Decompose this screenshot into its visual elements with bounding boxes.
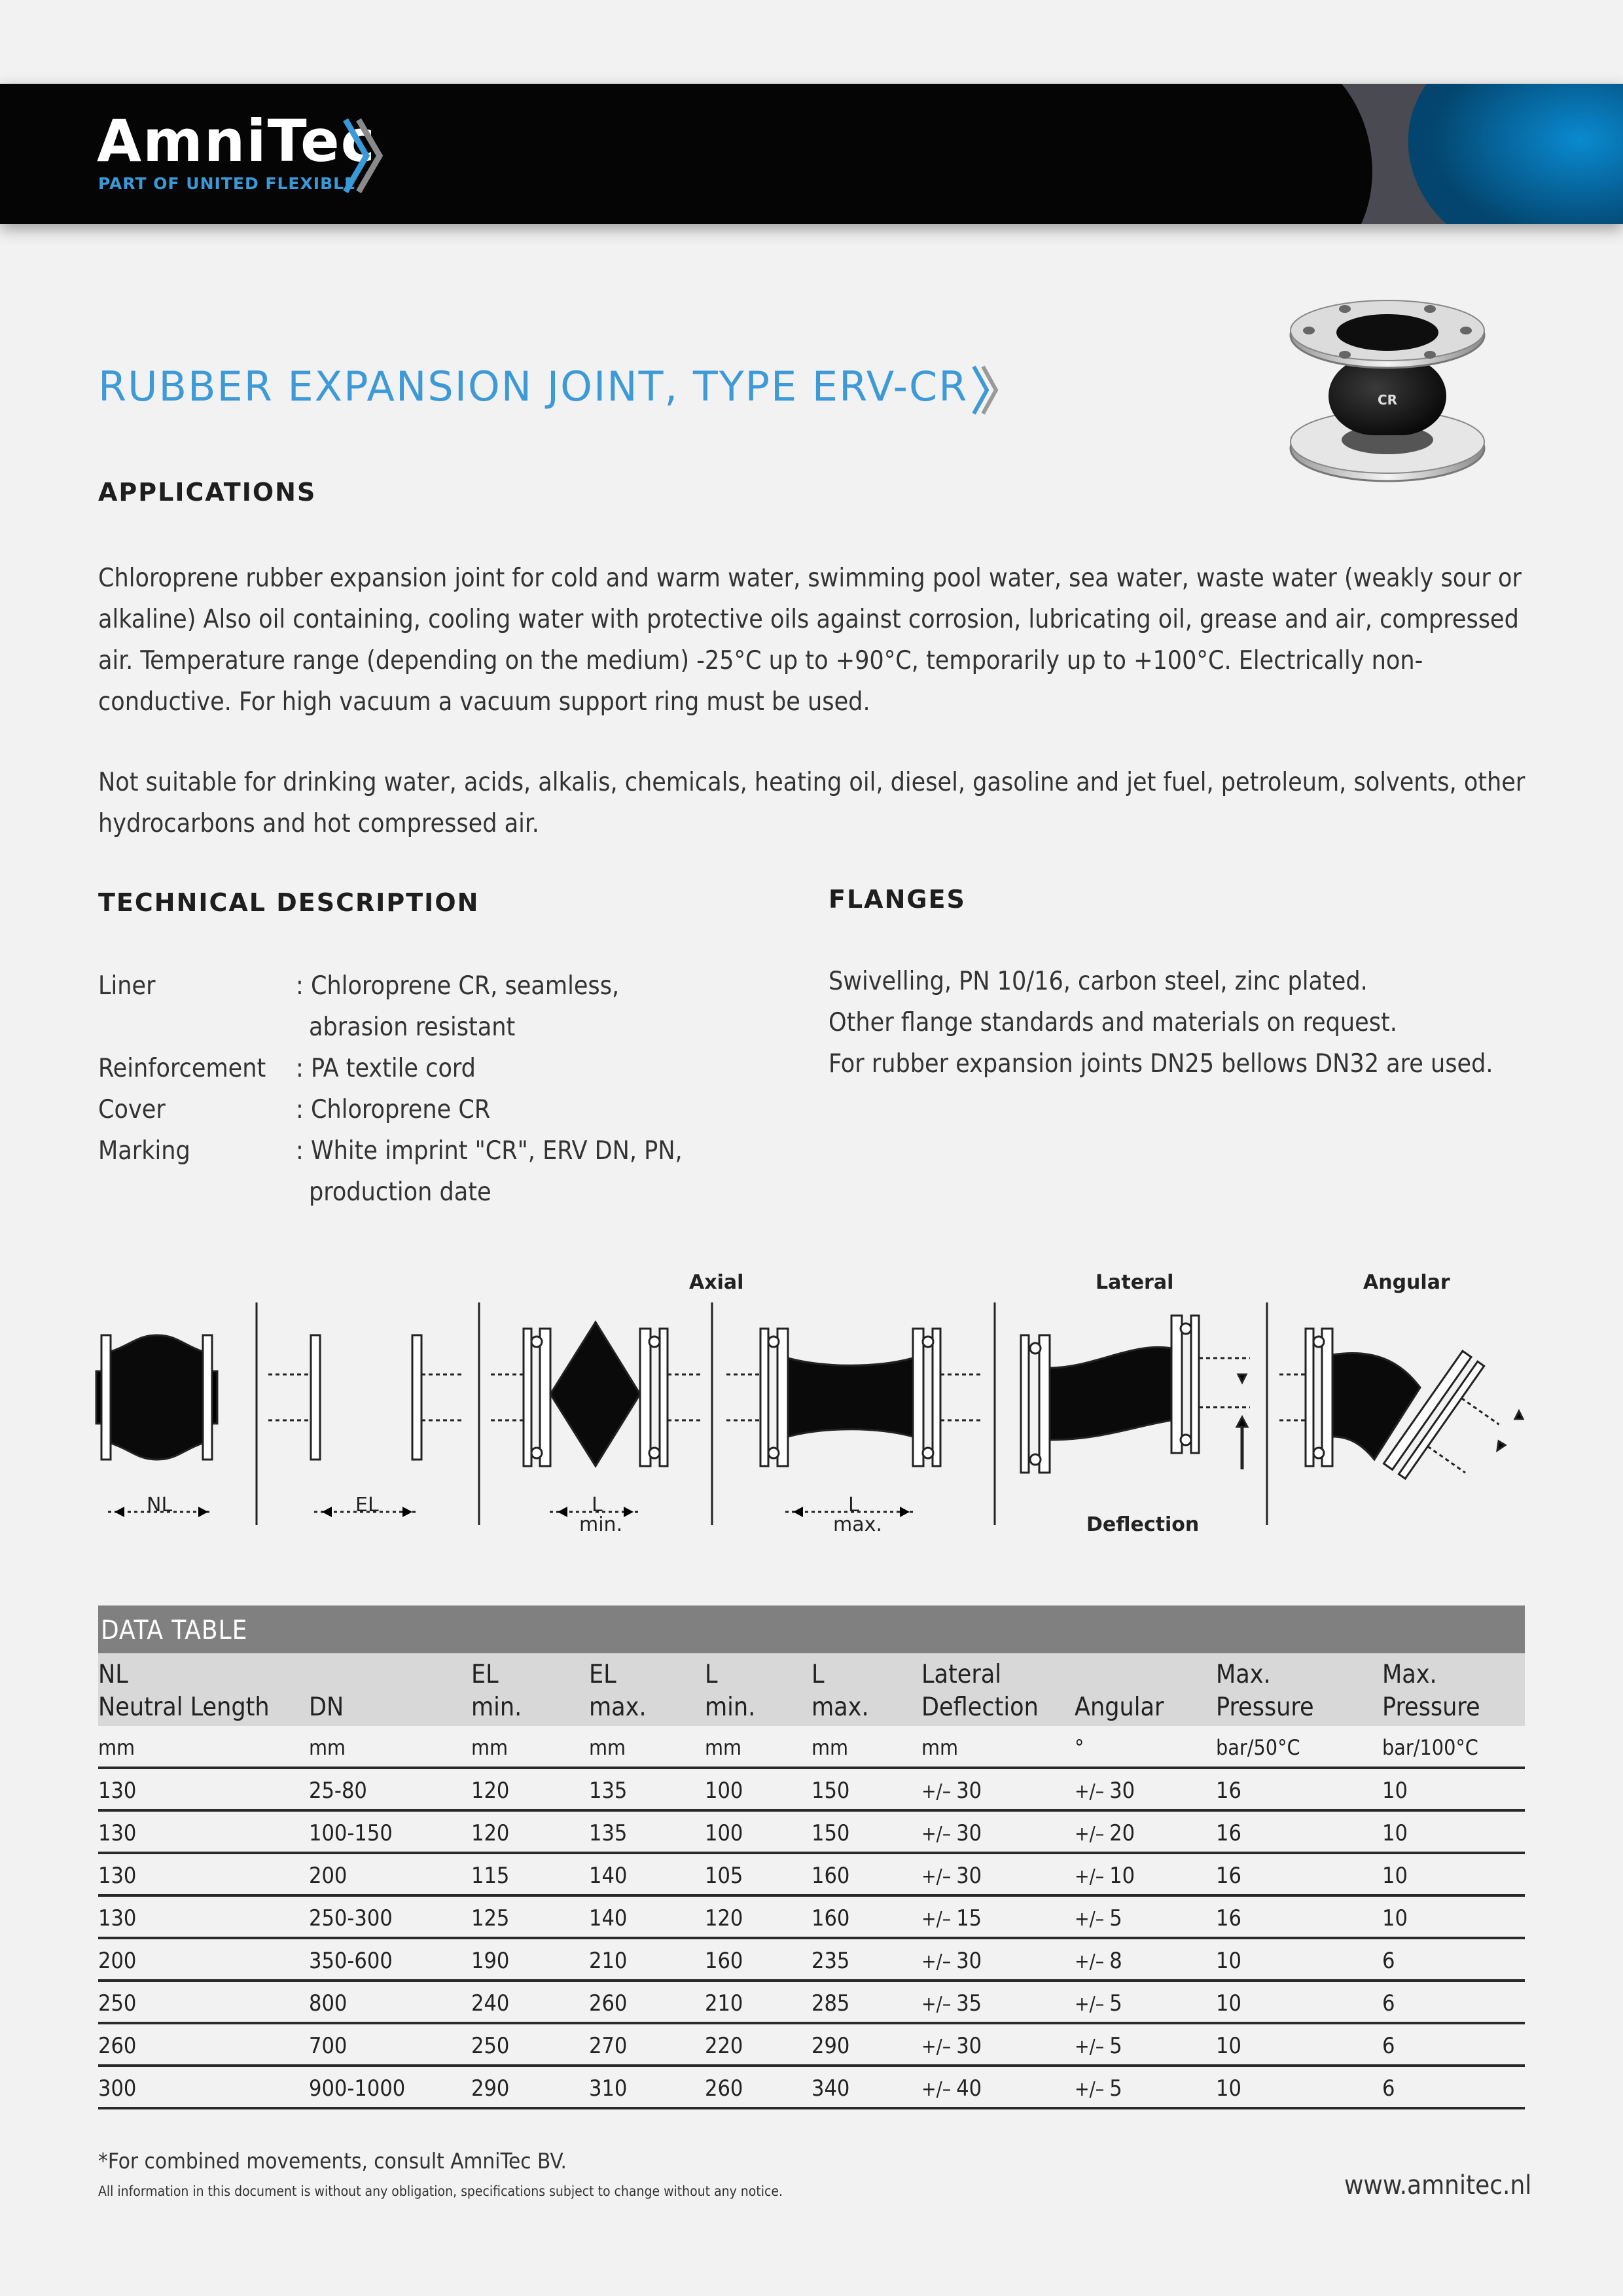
logo-tagline: PART OF UNITED FLEXIBLE [98,174,357,193]
table-cell [921,1820,982,1846]
plus-minus-symbol: +/– [921,1823,952,1846]
table-cell: 10 [1216,1990,1241,2017]
table-header [98,1653,1525,1726]
table-cell: 350-600 [309,1948,393,1974]
diagram-drawings [92,1296,1531,1571]
table-cell: 130 [98,1863,137,1889]
title-chevron-icon [970,364,1003,416]
unit-cell: bar/50°C [1216,1735,1300,1760]
unit-cell: mm [921,1735,959,1760]
label-nl: NL [147,1494,173,1516]
table-row [98,2067,1525,2109]
table-cell [921,1948,982,1974]
header-line-1: Max. [1216,1660,1271,1689]
page-title: RUBBER EXPANSION JOINT, TYPE ERV-CR [98,363,969,410]
plus-minus-symbol: +/– [1075,1908,1105,1931]
table-cell [1075,1905,1122,1931]
label-deflection: Deflection [1086,1513,1200,1536]
header-line-1: L [705,1660,718,1689]
table-cell: 6 [1382,1990,1395,2017]
table-cell: 10 [1382,1820,1408,1846]
footer-disclaimer: All information in this document is without any obligation, specifications subject to change without any notice. [98,2183,783,2199]
table-cell: 210 [589,1948,628,1974]
logo-chevron-icon [340,117,386,195]
table-cell [1075,1778,1135,1804]
unit-cell: ° [1075,1735,1084,1760]
website-link[interactable]: www.amnitec.nl [1344,2170,1532,2200]
footer-note: *For combined movements, consult AmniTec BV. [98,2148,567,2174]
unit-cell: mm [309,1735,346,1760]
table-cell: 16 [1216,1863,1241,1889]
table-row [98,1897,1525,1939]
header-line-1 [309,1659,344,1691]
table-cell [921,1905,982,1931]
table-cell: 160 [812,1863,850,1889]
table-cell: 250 [98,1990,137,2017]
table-row [98,1854,1525,1897]
table-cell: 900-1000 [309,2075,406,2102]
table-header-cell [98,1659,270,1724]
table-cell [921,1778,982,1804]
marking-value-cont: production date [309,1177,491,1207]
table-units-row [98,1726,1525,1769]
table-cell [1075,1948,1122,1974]
label-l-max: L [848,1494,859,1516]
cell-value: 30 [1109,1778,1135,1804]
plus-minus-symbol: +/– [921,1780,952,1803]
table-cell: 120 [471,1778,510,1804]
header-line-1: Lateral [921,1660,1002,1689]
table-cell: 100-150 [309,1820,393,1846]
applications-paragraph-2: Not suitable for drinking water, acids, alkalis, chemicals, heating oil, diesel, gasoline and jet fuel, petroleum, solvents, other hydrocarbons and hot compressed air. [98,768,1525,838]
cover-value: : Chloroprene CR [296,1095,491,1124]
table-cell: 100 [705,1820,743,1846]
table-row [98,1939,1525,1982]
plus-minus-symbol: +/– [1075,1823,1105,1846]
header-line-1: EL [589,1660,616,1689]
table-cell: 260 [705,2075,743,2102]
table-cell: 140 [589,1905,628,1931]
table-cell: 100 [705,1778,743,1804]
flanges-line-1: Swivelling, PN 10/16, carbon steel, zinc plated. [829,967,1368,996]
cell-value: 5 [1109,1990,1122,2017]
applications-heading: APPLICATIONS [98,478,317,507]
cell-value: 30 [956,1863,982,1889]
table-cell: 260 [589,1990,628,2017]
table-cell [921,2033,982,2059]
applications-paragraph-1: Chloroprene rubber expansion joint for cold and warm water, swimming pool water, sea water, waste water (weakly sour or alkaline) Also oil containing, cooling water with protective oils against corrosion, lubricating oil, grease and air, compressed air. Temperature range (depending on the medium) -25°C up to +90°C, temporarily up to +100°C. Electrically non-conductive. For high vacuum a vacuum support ring must be used. [98,564,1522,717]
header-line-2: min. [705,1693,756,1722]
table-cell [1075,1863,1135,1889]
liner-label: Liner [98,971,156,1001]
cover-label: Cover [98,1095,166,1124]
flanges-line-2: Other flange standards and materials on request. [829,1008,1397,1037]
table-cell: 700 [309,2033,348,2059]
table-cell [1075,1820,1135,1846]
plus-minus-symbol: +/– [1075,1993,1105,2016]
table-cell: 250-300 [309,1905,393,1931]
cell-value: 5 [1109,2033,1122,2059]
table-cell: 235 [812,1948,850,1974]
table-row [98,1769,1525,1812]
cell-value: 30 [956,1948,982,1974]
flanges-heading: FLANGES [829,885,966,914]
table-cell: 10 [1216,1948,1241,1974]
table-cell: 270 [589,2033,628,2059]
table-cell: 16 [1216,1778,1241,1804]
plus-minus-symbol: +/– [1075,1865,1105,1888]
header-line-1: EL [471,1660,499,1689]
table-cell: 240 [471,1990,510,2017]
cell-value: 40 [956,2075,982,2102]
table-header-cell [1216,1659,1314,1724]
header-line-1: NL [98,1660,128,1689]
header-line-1: Max. [1382,1660,1437,1689]
header-line-2: Angular [1075,1693,1164,1722]
plus-minus-symbol: +/– [1075,1780,1105,1803]
table-cell: 115 [471,1863,510,1889]
table-cell: 160 [705,1948,743,1974]
label-lateral: Lateral [1096,1271,1174,1294]
table-body [98,1769,1525,2109]
plus-minus-symbol: +/– [921,2036,952,2058]
table-cell: 16 [1216,1905,1241,1931]
header-line-2: Pressure [1216,1693,1314,1722]
cell-value: 30 [956,2033,982,2059]
plus-minus-symbol: +/– [921,1865,952,1888]
unit-cell: mm [98,1735,135,1760]
plus-minus-symbol: +/– [921,2078,952,2101]
table-title: DATA TABLE [98,1605,1525,1653]
table-cell: 10 [1382,1778,1408,1804]
flanges-text [829,961,1493,1085]
table-header-cell [812,1659,869,1724]
table-cell: 290 [471,2075,510,2102]
reinforcement-value: : PA textile cord [296,1054,476,1083]
table-cell: 150 [812,1778,850,1804]
table-cell: 135 [589,1820,628,1846]
table-cell: 190 [471,1948,510,1974]
table-header-cell [921,1659,1039,1724]
table-cell: 340 [812,2075,850,2102]
table-cell: 10 [1216,2075,1241,2102]
plus-minus-symbol: +/– [1075,2036,1105,2058]
table-cell: 6 [1382,2075,1395,2102]
table-cell: 25-80 [309,1778,367,1804]
table-header-cell [471,1659,522,1724]
cell-value: 30 [956,1778,982,1804]
unit-cell: mm [705,1735,742,1760]
table-cell: 130 [98,1778,137,1804]
technical-heading: TECHNICAL DESCRIPTION [98,888,480,917]
label-el: EL [355,1494,379,1516]
header-line-2: max. [812,1693,869,1722]
table-header-cell [1075,1659,1164,1724]
table-cell: 130 [98,1820,137,1846]
table-cell: 160 [812,1905,850,1931]
table-cell [921,1990,982,2017]
cell-value: 10 [1109,1863,1135,1889]
label-l-max-sub: max. [833,1513,882,1536]
table-cell [921,1863,982,1889]
table-header-cell [589,1659,647,1724]
liner-value-cont: abrasion resistant [309,1013,516,1042]
table-cell: 125 [471,1905,510,1931]
header-line-2: max. [589,1693,647,1722]
unit-cell: mm [589,1735,626,1760]
header-line-2: Pressure [1382,1693,1480,1722]
table-cell: 250 [471,2033,510,2059]
liner-value: : Chloroprene CR, seamless, [296,971,620,1001]
table-cell: 300 [98,2075,137,2102]
product-photo [1283,295,1492,491]
table-cell: 10 [1216,2033,1241,2059]
cr-imprint: CR [1377,392,1398,408]
header-line-1: L [812,1660,825,1689]
table-cell: 310 [589,2075,628,2102]
label-l-min: L [592,1494,603,1516]
header-line-2: DN [309,1693,344,1722]
table-cell: 6 [1382,1948,1395,1974]
table-cell: 105 [705,1863,743,1889]
table-cell: 120 [705,1905,743,1931]
plus-minus-symbol: +/– [921,1950,952,1973]
label-axial: Axial [689,1271,744,1294]
cell-value: 35 [956,1990,982,2017]
table-header-cell [309,1659,344,1724]
table-cell: 200 [309,1863,348,1889]
table-cell: 140 [589,1863,628,1889]
table-cell: 6 [1382,2033,1395,2059]
label-angular: Angular [1363,1271,1450,1294]
marking-label: Marking [98,1136,190,1166]
table-cell: 210 [705,1990,743,2017]
logo-wordmark: AmniTec [97,107,376,175]
plus-minus-symbol: +/– [921,1993,952,2016]
data-table [98,1605,1525,2109]
table-cell: 130 [98,1905,137,1931]
header-line-1 [1075,1659,1164,1691]
table-cell: 10 [1382,1863,1408,1889]
table-row [98,1982,1525,2024]
flanges-line-3: For rubber expansion joints DN25 bellows DN32 are used. [829,1049,1493,1079]
table-cell [1075,1990,1122,2017]
table-cell: 290 [812,2033,850,2059]
plus-minus-symbol: +/– [1075,1950,1105,1973]
unit-cell: mm [812,1735,849,1760]
header-band [0,84,1623,224]
table-header-cell [705,1659,755,1724]
table-cell: 10 [1382,1905,1408,1931]
marking-value: : White imprint "CR", ERV DN, PN, [296,1136,683,1166]
table-cell: 135 [589,1778,628,1804]
table-cell: 150 [812,1820,850,1846]
plus-minus-symbol: +/– [1075,2078,1105,2101]
cell-value: 15 [956,1905,982,1931]
unit-cell: mm [471,1735,508,1760]
table-cell [1075,2075,1122,2102]
table-cell: 260 [98,2033,137,2059]
plus-minus-symbol: +/– [921,1908,952,1931]
table-cell [921,2075,982,2102]
header-line-2: Deflection [921,1693,1039,1722]
cell-value: 5 [1109,1905,1122,1931]
table-cell: 800 [309,1990,348,2017]
header-swoosh-graphic [1335,84,1623,224]
table-cell: 16 [1216,1820,1241,1846]
table-cell: 220 [705,2033,743,2059]
table-cell: 285 [812,1990,850,2017]
table-header-cell [1382,1659,1480,1724]
cell-value: 30 [956,1820,982,1846]
header-line-2: Neutral Length [98,1693,270,1722]
cell-value: 20 [1109,1820,1135,1846]
table-row [98,2024,1525,2067]
header-line-2: min. [471,1693,522,1722]
cell-value: 8 [1109,1948,1122,1974]
label-l-min-sub: min. [579,1513,623,1536]
table-cell: 120 [471,1820,510,1846]
table-cell [1075,2033,1122,2059]
cell-value: 5 [1109,2075,1122,2102]
unit-cell: bar/100°C [1382,1735,1478,1760]
table-cell: 200 [98,1948,137,1974]
reinforcement-label: Reinforcement [98,1054,266,1083]
table-row [98,1812,1525,1854]
